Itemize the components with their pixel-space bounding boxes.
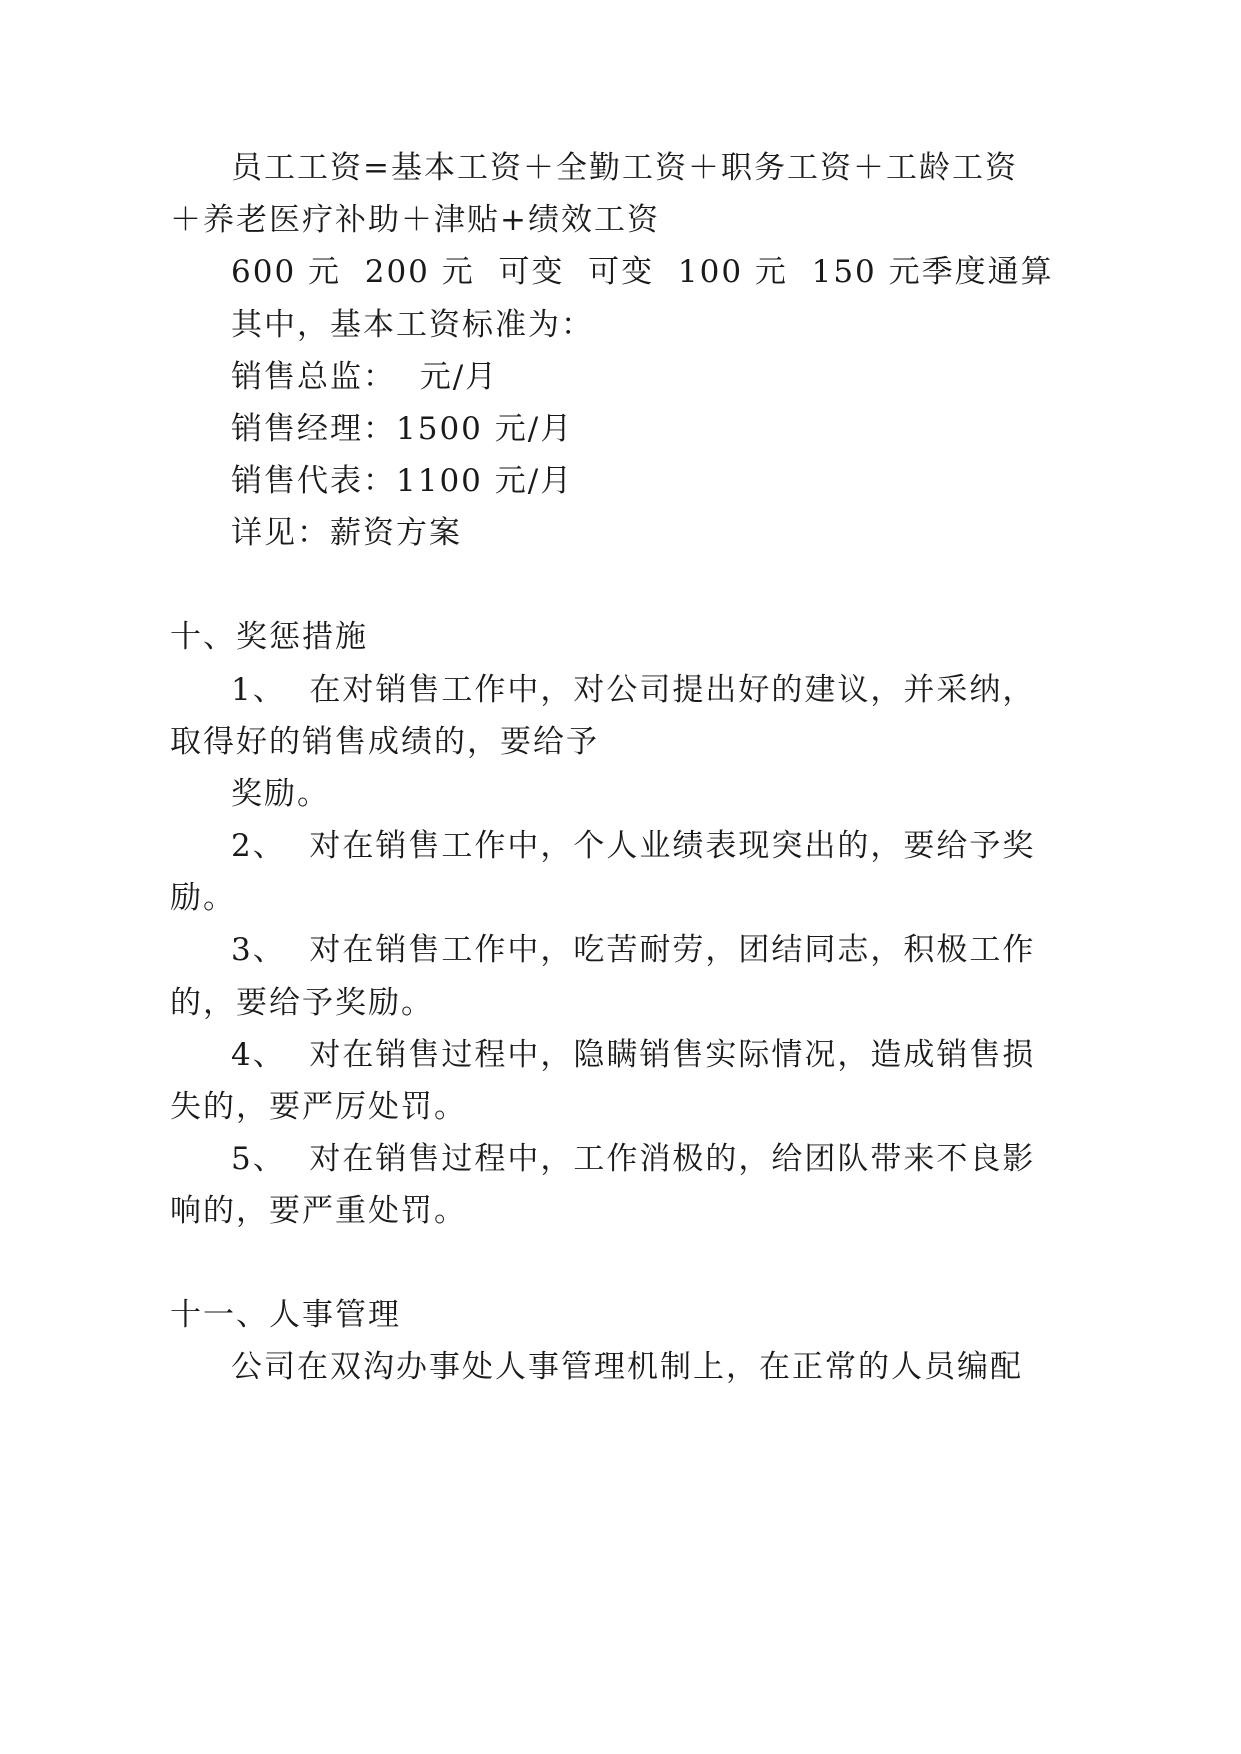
section-heading-personnel-management: 十一、人事管理 bbox=[170, 1297, 401, 1333]
reward-item-2-continuation: 励。 bbox=[170, 880, 236, 916]
sales-director-salary: 销售总监： 元/月 bbox=[231, 359, 499, 395]
reward-item-3-continuation: 的，要给予奖励。 bbox=[170, 985, 434, 1021]
reward-item-1-end: 奖励。 bbox=[231, 776, 330, 812]
sales-representative-salary: 销售代表：1100 元/月 bbox=[231, 463, 574, 499]
personnel-management-paragraph: 公司在双沟办事处人事管理机制上，在正常的人员编配 bbox=[231, 1349, 1023, 1385]
reward-item-3: 3、 对在销售工作中，吃苦耐劳，团结同志，积极工作 bbox=[231, 932, 1036, 968]
reward-item-2: 2、 对在销售工作中，个人业绩表现突出的，要给予奖 bbox=[231, 828, 1036, 864]
section-heading-rewards-penalties: 十、奖惩措施 bbox=[170, 619, 368, 655]
penalty-item-5-continuation: 响的，要严重处罚。 bbox=[170, 1193, 467, 1229]
base-salary-intro: 其中，基本工资标准为： bbox=[231, 307, 594, 343]
salary-formula-line: 员工工资=基本工资＋全勤工资＋职务工资＋工龄工资 bbox=[231, 150, 1018, 186]
reward-item-1: 1、 在对销售工作中，对公司提出好的建议，并采纳， bbox=[231, 672, 1036, 708]
penalty-item-5: 5、 对在销售过程中，工作消极的，给团队带来不良影 bbox=[231, 1141, 1036, 1177]
salary-formula-continuation: ＋养老医疗补助＋津贴+绩效工资 bbox=[170, 202, 660, 238]
penalty-item-4: 4、 对在销售过程中，隐瞒销售实际情况，造成销售损 bbox=[231, 1037, 1036, 1073]
sales-manager-salary: 销售经理：1500 元/月 bbox=[231, 411, 574, 447]
penalty-item-4-continuation: 失的，要严厉处罚。 bbox=[170, 1089, 467, 1125]
salary-amounts-line: 600 元 200 元 可变 可变 100 元 150 元季度通算 bbox=[231, 254, 1054, 290]
see-salary-plan: 详见：薪资方案 bbox=[231, 515, 462, 551]
reward-item-1-continuation: 取得好的销售成绩的，要给予 bbox=[170, 724, 599, 760]
